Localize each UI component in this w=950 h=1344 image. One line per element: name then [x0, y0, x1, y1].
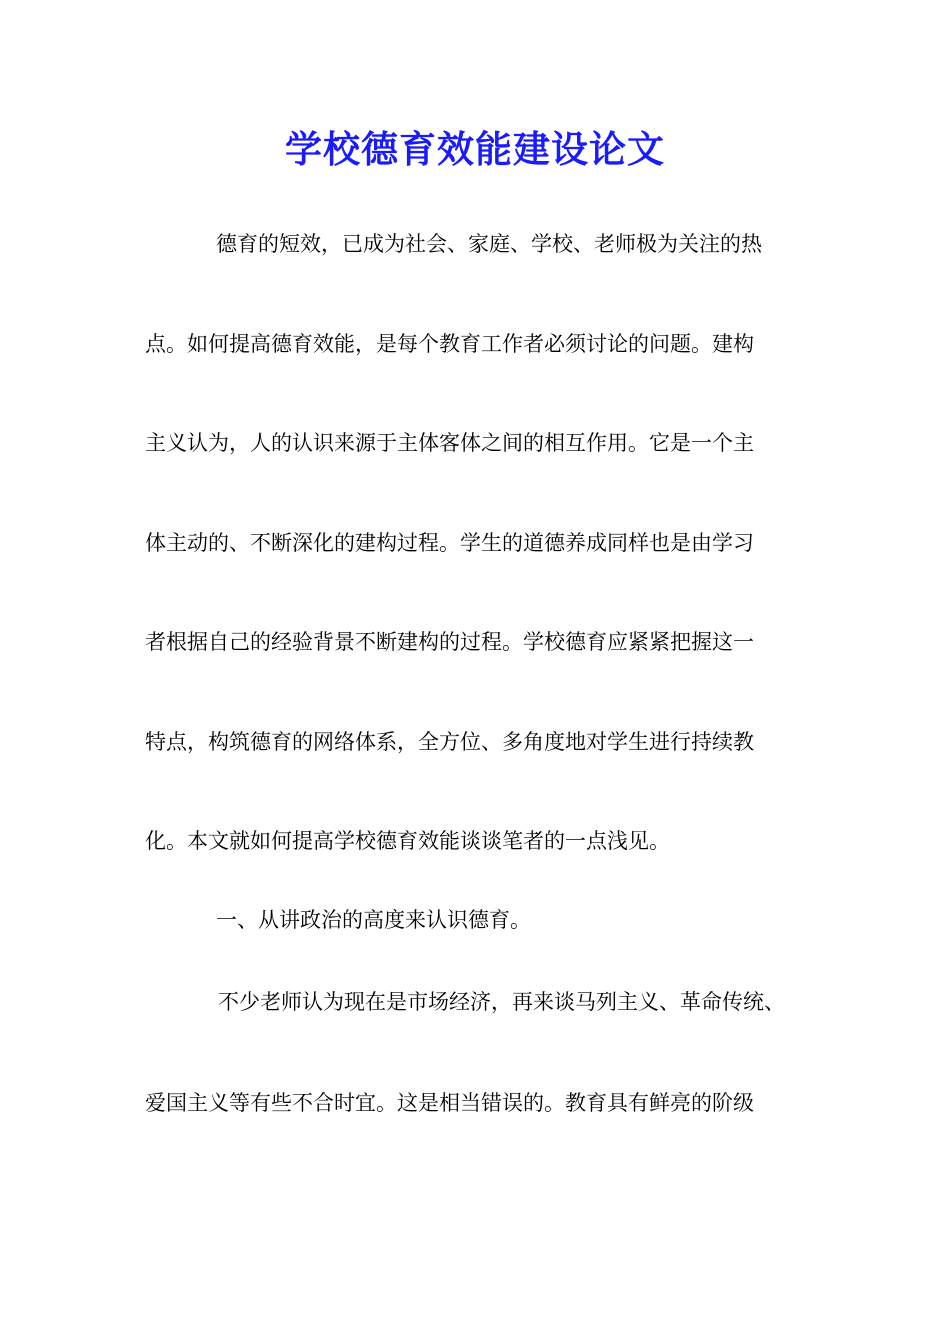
paragraph-line: 不少老师认为现在是市场经济，再来谈马列主义、革命传统、 — [218, 990, 785, 1014]
paragraph-line: 特点，构筑德育的网络体系，全方位、多角度地对学生进行持续教 — [145, 730, 754, 754]
document-title: 学校德育效能建设论文 — [285, 127, 665, 171]
paragraph-line: 德育的短效，已成为社会、家庭、学校、老师极为关注的热 — [216, 232, 762, 256]
paragraph-line: 主义认为，人的认识来源于主体客体之间的相互作用。它是一个主 — [145, 431, 754, 455]
paragraph-line: 化。本文就如何提高学校德育效能谈谈笔者的一点浅见。 — [145, 829, 670, 853]
paragraph-line: 体主动的、不断深化的建构过程。学生的道德养成同样也是由学习 — [145, 531, 754, 555]
paragraph-line: 点。如何提高德育效能，是每个教育工作者必须讨论的问题。建构 — [145, 332, 754, 356]
section-heading: 一、从讲政治的高度来认识德育。 — [216, 908, 531, 932]
paragraph-line: 者根据自己的经验背景不断建构的过程。学校德育应紧紧把握这一 — [145, 630, 754, 654]
paragraph-line: 爱国主义等有些不合时宜。这是相当错误的。教育具有鲜亮的阶级 — [145, 1091, 754, 1115]
